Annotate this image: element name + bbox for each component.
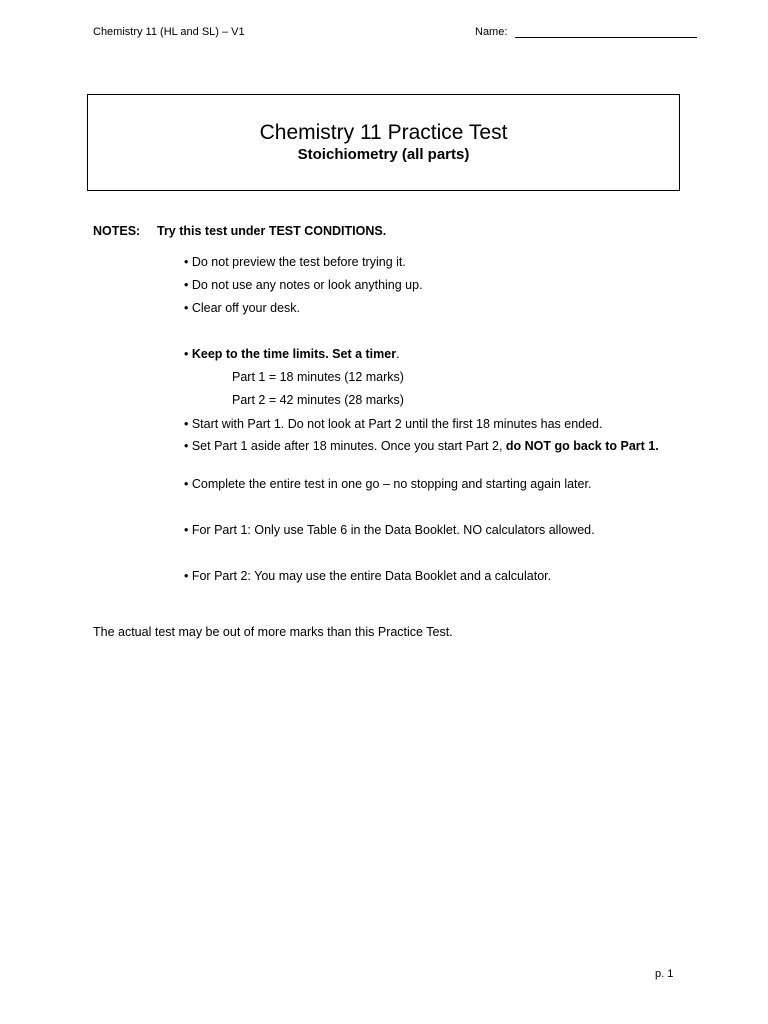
complete-entire-item: • Complete the entire test in one go – no stopping and starting again later. — [184, 477, 592, 491]
part2-rule-item: • For Part 2: You may use the entire Data Booklet and a calculator. — [184, 569, 552, 583]
time-limits-bold: Keep to the time limits. Set a timer — [191, 347, 397, 361]
part2-time: Part 2 = 42 minutes (28 marks) — [232, 393, 404, 407]
set-aside-item — [184, 439, 674, 454]
notes-heading-text: Try this test under TEST CONDITIONS. — [157, 224, 387, 238]
time-limits-item — [184, 347, 400, 362]
course-header: Chemistry 11 (HL and SL) – V1 — [93, 26, 245, 38]
name-label: Name: — [475, 26, 508, 38]
start-part1-item: • Start with Part 1. Do not look at Part 2 until the first 18 minutes has ended. — [184, 417, 603, 431]
footer-note: The actual test may be out of more marks than this Practice Test. — [93, 625, 453, 639]
note-item: • Clear off your desk. — [184, 301, 301, 315]
page-subtitle: Stoichiometry (all parts) — [297, 146, 470, 163]
bullet: • — [184, 347, 192, 361]
part1-time: Part 1 = 18 minutes (12 marks) — [232, 370, 404, 384]
set-aside-text: • Set Part 1 aside after 18 minutes. Once you start Part 2, — [184, 439, 506, 453]
name-blank-line — [515, 26, 697, 38]
note-item: • Do not use any notes or look anything up. — [184, 278, 423, 292]
time-limits-end: . — [396, 347, 400, 361]
note-item: • Do not preview the test before trying it. — [184, 255, 406, 269]
page-number: p. 1 — [655, 968, 674, 980]
page-title: Chemistry 11 Practice Test — [259, 121, 508, 144]
title-box — [87, 94, 680, 191]
notes-heading — [93, 224, 386, 238]
part1-rule-item: • For Part 1: Only use Table 6 in the Data Booklet. NO calculators allowed. — [184, 523, 595, 537]
notes-label: NOTES: — [93, 224, 141, 238]
name-field — [475, 26, 697, 38]
set-aside-bold: do NOT go back to Part 1. — [505, 439, 659, 453]
